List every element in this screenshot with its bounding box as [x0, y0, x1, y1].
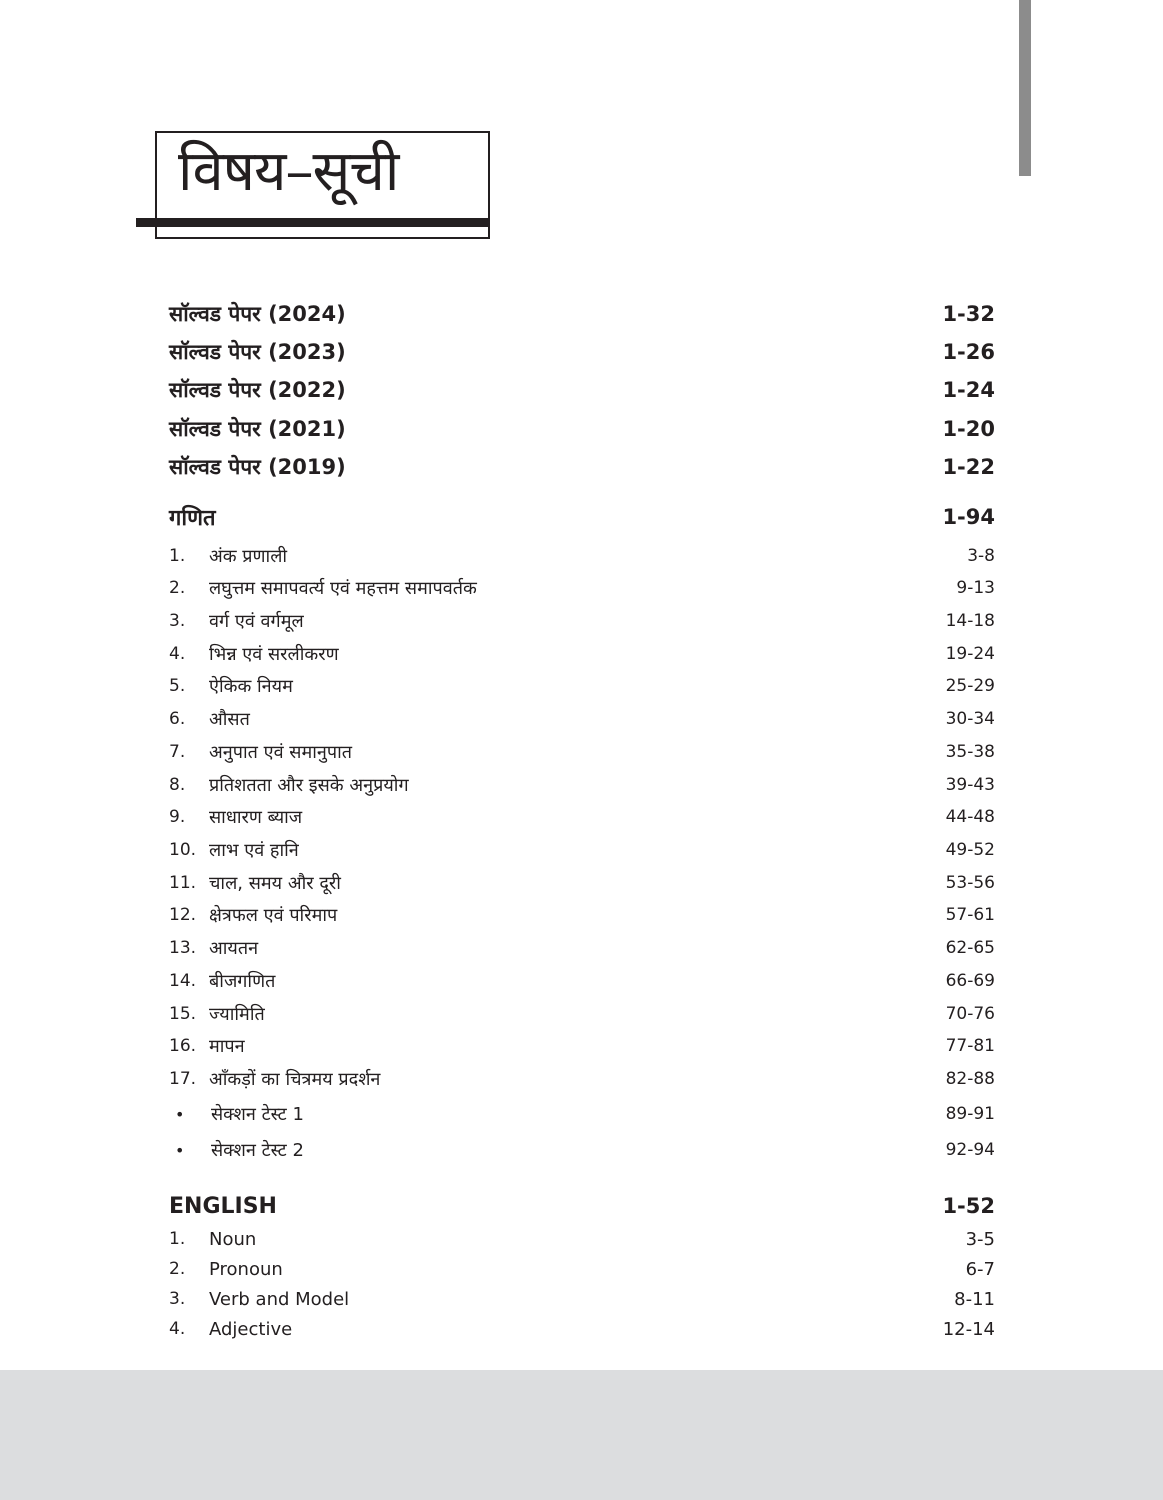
section-pages: 1-94 [942, 505, 995, 529]
entry-label: भिन्न एवं सरलीकरण [209, 644, 339, 665]
entry-number: 10. [169, 840, 197, 860]
entry-number: 1. [169, 1229, 186, 1249]
entry-pages: 19-24 [945, 644, 995, 664]
entry-pages: 44-48 [945, 807, 995, 827]
entry-label: सेक्शन टेस्ट 1 [211, 1104, 304, 1125]
toc-entry-solved-2022[interactable] [169, 372, 995, 408]
entry-number: 4. [169, 1319, 186, 1339]
toc-entry[interactable] [169, 1222, 995, 1256]
entry-pages: 9-13 [956, 578, 995, 598]
entry-number: 2. [169, 1259, 186, 1279]
entry-number: 17. [169, 1069, 197, 1089]
entry-pages: 66-69 [945, 971, 995, 991]
entry-label: क्षेत्रफल एवं परिमाप [209, 905, 338, 926]
entry-pages: 12-14 [942, 1318, 995, 1340]
entry-pages: 3-8 [967, 546, 995, 566]
entry-label: Noun [209, 1228, 257, 1250]
entry-label: सेक्शन टेस्ट 2 [211, 1140, 304, 1161]
toc-entry[interactable] [169, 735, 995, 769]
entry-pages: 1-32 [942, 302, 995, 326]
entry-number: 15. [169, 1004, 197, 1024]
entry-label: वर्ग एवं वर्गमूल [209, 611, 304, 632]
section-heading-english[interactable] [169, 1189, 995, 1223]
toc-entry[interactable] [169, 539, 995, 573]
entry-label: अंक प्रणाली [209, 546, 288, 567]
entry-label: सॉल्वड पेपर (2023) [169, 340, 346, 364]
entry-number: 4. [169, 644, 186, 664]
bullet-icon: • [175, 1104, 185, 1124]
entry-pages: 1-24 [942, 378, 995, 402]
entry-number: 1. [169, 546, 186, 566]
entry-pages: 89-91 [945, 1104, 995, 1124]
entry-label: आँकड़ों का चित्रमय प्रदर्शन [209, 1069, 381, 1090]
entry-label: बीजगणित [209, 971, 276, 992]
toc-entry-solved-2023[interactable] [169, 334, 995, 370]
entry-label: औसत [209, 709, 250, 730]
entry-number: 13. [169, 938, 197, 958]
entry-label: सॉल्वड पेपर (2022) [169, 378, 346, 402]
entry-label: Adjective [209, 1318, 293, 1340]
entry-label: प्रतिशतता और इसके अनुप्रयोग [209, 775, 409, 796]
entry-label: ज्यामिति [209, 1004, 265, 1025]
entry-label: मापन [209, 1036, 245, 1057]
toc-entry-section-test-2[interactable] [169, 1133, 995, 1167]
toc-entry[interactable] [169, 964, 995, 998]
entry-pages: 8-11 [954, 1288, 995, 1310]
entry-label: सॉल्वड पेपर (2024) [169, 302, 346, 326]
entry-pages: 30-34 [945, 709, 995, 729]
bullet-icon: • [175, 1140, 185, 1160]
entry-label: साधारण ब्याज [209, 807, 303, 828]
toc-entry[interactable] [169, 637, 995, 671]
entry-pages: 6-7 [965, 1258, 995, 1280]
toc-entry[interactable] [169, 669, 995, 703]
entry-pages: 3-5 [965, 1228, 995, 1250]
entry-label: चाल, समय और दूरी [209, 873, 341, 894]
entry-number: 12. [169, 905, 197, 925]
toc-entry[interactable] [169, 768, 995, 802]
entry-number: 2. [169, 578, 186, 598]
toc-entry-section-test-1[interactable] [169, 1097, 995, 1131]
entry-label: लाभ एवं हानि [209, 840, 299, 861]
entry-number: 6. [169, 709, 186, 729]
entry-pages: 25-29 [945, 676, 995, 696]
entry-number: 5. [169, 676, 186, 696]
toc-entry[interactable] [169, 931, 995, 965]
toc-entry[interactable] [169, 997, 995, 1031]
entry-number: 14. [169, 971, 197, 991]
entry-pages: 92-94 [945, 1140, 995, 1160]
page-title: विषय–सूची [178, 139, 399, 204]
entry-number: 11. [169, 873, 197, 893]
entry-pages: 1-22 [942, 455, 995, 479]
entry-pages: 53-56 [945, 873, 995, 893]
toc-entry[interactable] [169, 1029, 995, 1063]
title-underline [136, 218, 490, 227]
entry-number: 9. [169, 807, 186, 827]
toc-entry[interactable] [169, 1062, 995, 1096]
entry-pages: 57-61 [945, 905, 995, 925]
entry-number: 7. [169, 742, 186, 762]
entry-number: 8. [169, 775, 186, 795]
entry-pages: 1-26 [942, 340, 995, 364]
entry-label: Verb and Model [209, 1288, 350, 1310]
entry-label: Pronoun [209, 1258, 283, 1280]
entry-number: 3. [169, 1289, 186, 1309]
entry-label: सॉल्वड पेपर (2019) [169, 455, 346, 479]
entry-pages: 77-81 [945, 1036, 995, 1056]
entry-pages: 39-43 [945, 775, 995, 795]
entry-label: अनुपात एवं समानुपात [209, 742, 353, 763]
footer-band [0, 1370, 1163, 1500]
toc-entry[interactable] [169, 1312, 995, 1346]
entry-pages: 82-88 [945, 1069, 995, 1089]
entry-label: लघुत्तम समापवर्त्य एवं महत्तम समापवर्तक [209, 578, 477, 599]
entry-number: 16. [169, 1036, 197, 1056]
toc-entry-solved-2024[interactable] [169, 296, 995, 332]
section-title: ENGLISH [169, 1193, 277, 1219]
entry-pages: 14-18 [945, 611, 995, 631]
toc-entry-solved-2019[interactable] [169, 449, 995, 485]
section-heading-maths[interactable] [169, 500, 995, 534]
toc-entry[interactable] [169, 1252, 995, 1286]
entry-label: सॉल्वड पेपर (2021) [169, 417, 346, 441]
entry-number: 3. [169, 611, 186, 631]
toc-entry[interactable] [169, 833, 995, 867]
toc-entry[interactable] [169, 866, 995, 900]
entry-pages: 70-76 [945, 1004, 995, 1024]
toc-entry[interactable] [169, 604, 995, 638]
entry-pages: 49-52 [945, 840, 995, 860]
toc-entry[interactable] [169, 702, 995, 736]
entry-label: आयतन [209, 938, 259, 959]
section-pages: 1-52 [942, 1194, 995, 1218]
toc-entry[interactable] [169, 571, 995, 605]
entry-pages: 35-38 [945, 742, 995, 762]
toc-entry[interactable] [169, 800, 995, 834]
page-edge-marker [1019, 0, 1031, 176]
entry-label: ऐकिक नियम [209, 676, 293, 697]
toc-entry[interactable] [169, 1282, 995, 1316]
section-title: गणित [169, 506, 216, 531]
toc-entry[interactable] [169, 898, 995, 932]
entry-pages: 62-65 [945, 938, 995, 958]
entry-pages: 1-20 [942, 417, 995, 441]
toc-entry-solved-2021[interactable] [169, 411, 995, 447]
